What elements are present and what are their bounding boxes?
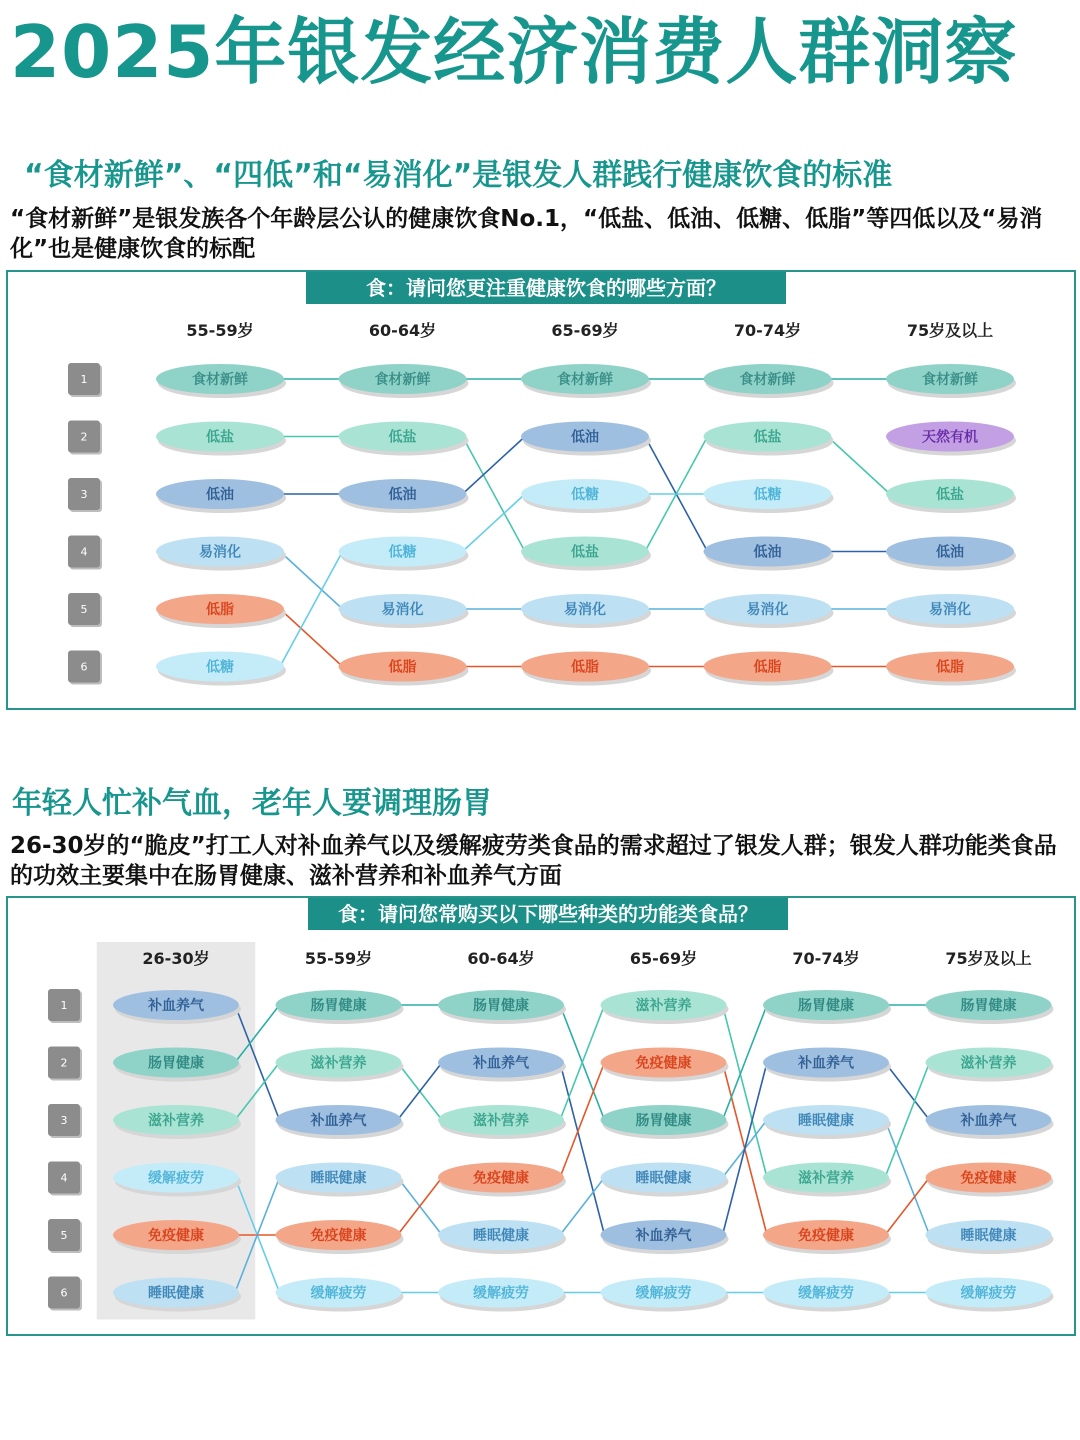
svg-text:低油: 低油 xyxy=(753,544,782,561)
rank-ellipse xyxy=(438,990,566,1024)
svg-text:缓解疲劳: 缓解疲劳 xyxy=(148,1170,204,1187)
chart2-panel xyxy=(6,896,1076,1336)
svg-text:低油: 低油 xyxy=(206,487,234,503)
svg-text:低脂: 低脂 xyxy=(571,659,599,676)
svg-text:免疫健康: 免疫健康 xyxy=(960,1170,1017,1187)
rank-ellipse xyxy=(704,594,834,628)
rank-ellipse xyxy=(763,1163,891,1197)
rank-ellipse xyxy=(926,990,1054,1024)
column-header: 60-64岁 xyxy=(368,321,437,340)
column-header: 75岁及以上 xyxy=(906,321,994,340)
svg-text:滋补营养: 滋补营养 xyxy=(798,1170,854,1187)
svg-text:低盐: 低盐 xyxy=(388,429,417,446)
rank-ellipse xyxy=(521,537,651,571)
svg-text:免疫健康: 免疫健康 xyxy=(473,1170,529,1187)
svg-text:易消化: 易消化 xyxy=(564,602,606,618)
rank-badge xyxy=(68,593,102,627)
svg-text:滋补营养: 滋补营养 xyxy=(148,1113,204,1129)
svg-text:食材新鲜: 食材新鲜 xyxy=(192,372,248,388)
rank-ellipse xyxy=(601,1220,729,1254)
svg-text:免疫健康: 免疫健康 xyxy=(635,1055,692,1072)
svg-text:缓解疲劳: 缓解疲劳 xyxy=(635,1285,692,1302)
svg-text:1: 1 xyxy=(80,373,88,386)
column-header: 55-59岁 xyxy=(186,321,254,340)
section1-heading: “食材新鲜”、“四低”和“易消化”是银发人群践行健康饮食的标准 xyxy=(24,158,893,193)
svg-text:补血养气: 补血养气 xyxy=(148,998,204,1014)
connector-line xyxy=(463,437,526,552)
rank-ellipse xyxy=(521,364,651,398)
svg-text:滋补营养: 滋补营养 xyxy=(635,998,692,1014)
rank-badge xyxy=(68,363,102,397)
section1-description: “食材新鲜”是银发族各个年龄层公认的健康饮食No.1，“低盐、低油、低糖、低脂”等四低以及“易消化”也是健康饮食的标配 xyxy=(10,206,1043,262)
rank-ellipse xyxy=(704,364,834,398)
rank-ellipse xyxy=(156,422,286,456)
rank-ellipse xyxy=(926,1048,1054,1082)
svg-text:食材新鲜: 食材新鲜 xyxy=(374,372,431,388)
rank-ellipse xyxy=(926,1163,1054,1197)
rank-ellipse xyxy=(113,1278,241,1312)
rank-badge xyxy=(48,1104,82,1138)
svg-text:低油: 低油 xyxy=(936,544,964,561)
rank-ellipse xyxy=(521,479,651,513)
svg-text:肠胃健康: 肠胃健康 xyxy=(473,998,529,1014)
svg-text:食材新鲜: 食材新鲜 xyxy=(739,372,796,388)
svg-text:肠胃健康: 肠胃健康 xyxy=(960,998,1017,1014)
svg-text:睡眠健康: 睡眠健康 xyxy=(635,1170,692,1187)
rank-ellipse xyxy=(704,422,834,456)
column-header: 70-74岁 xyxy=(792,949,860,968)
svg-text:补血养气: 补血养气 xyxy=(635,1228,692,1244)
rank-ellipse xyxy=(113,1048,241,1082)
svg-text:低脂: 低脂 xyxy=(388,659,417,676)
svg-text:低糖: 低糖 xyxy=(388,544,417,561)
svg-text:补血养气: 补血养气 xyxy=(960,1113,1017,1129)
rank-badge xyxy=(68,478,102,512)
rank-ellipse xyxy=(156,594,286,628)
rank-ellipse xyxy=(521,652,651,686)
rank-ellipse xyxy=(438,1105,566,1139)
rank-ellipse xyxy=(113,1163,241,1197)
svg-text:易消化: 易消化 xyxy=(381,602,424,618)
rank-ellipse xyxy=(601,1048,729,1082)
svg-text:肠胃健康: 肠胃健康 xyxy=(635,1113,692,1129)
svg-text:天然有机: 天然有机 xyxy=(922,429,978,446)
rank-ellipse xyxy=(276,1048,404,1082)
rank-ellipse xyxy=(438,1278,566,1312)
connector-line xyxy=(463,437,526,495)
svg-text:低脂: 低脂 xyxy=(753,659,782,676)
chart1-svg xyxy=(8,272,1074,708)
rank-ellipse xyxy=(339,652,469,686)
svg-text:肠胃健康: 肠胃健康 xyxy=(310,998,367,1014)
rank-ellipse xyxy=(276,990,404,1024)
svg-text:6: 6 xyxy=(80,660,88,674)
chart1-question-banner: 食：请问您更注重健康饮食的哪些方面？ xyxy=(306,272,786,304)
svg-text:2: 2 xyxy=(80,430,88,444)
rank-ellipse xyxy=(601,1278,729,1312)
connector-line xyxy=(885,1063,930,1121)
svg-text:补血养气: 补血养气 xyxy=(310,1113,367,1129)
rank-badge xyxy=(68,536,102,570)
section2-description: 26-30岁的“脆皮”打工人对补血养气以及缓解疲劳类食品的需求超过了银发人群；银发人群功能类食品的功效主要集中在肠胃健康、滋补营养和补血养气方面 xyxy=(10,833,1057,889)
rank-ellipse xyxy=(339,479,469,513)
rank-ellipse xyxy=(886,422,1016,456)
rank-ellipse xyxy=(339,422,469,456)
rank-ellipse xyxy=(704,537,834,571)
rank-badge xyxy=(68,421,102,455)
connector-line xyxy=(280,552,343,667)
rank-ellipse xyxy=(886,652,1016,686)
svg-text:3: 3 xyxy=(60,1114,68,1127)
connector-line xyxy=(280,552,343,610)
rank-ellipse xyxy=(156,652,286,686)
rank-badge xyxy=(48,1219,82,1253)
svg-text:睡眠健康: 睡眠健康 xyxy=(148,1285,204,1302)
rank-ellipse xyxy=(886,479,1016,513)
rank-ellipse xyxy=(521,594,651,628)
rank-badge xyxy=(48,1277,82,1311)
rank-ellipse xyxy=(276,1105,404,1139)
svg-text:低糖: 低糖 xyxy=(206,659,234,676)
rank-ellipse xyxy=(704,479,834,513)
svg-text:食材新鲜: 食材新鲜 xyxy=(557,372,613,388)
rank-ellipse xyxy=(926,1278,1054,1312)
chart2-svg xyxy=(8,898,1074,1334)
column-header: 75岁及以上 xyxy=(945,949,1032,968)
rank-ellipse xyxy=(886,537,1016,571)
rank-ellipse xyxy=(926,1105,1054,1139)
rank-ellipse xyxy=(276,1220,404,1254)
rank-ellipse xyxy=(926,1220,1054,1254)
rank-ellipse xyxy=(601,1105,729,1139)
rank-ellipse xyxy=(276,1278,404,1312)
svg-text:低油: 低油 xyxy=(388,487,417,503)
rank-ellipse xyxy=(113,1220,241,1254)
rank-ellipse xyxy=(156,479,286,513)
rank-ellipse xyxy=(113,1105,241,1139)
rank-badge xyxy=(68,651,102,685)
svg-text:3: 3 xyxy=(80,488,88,501)
svg-text:补血养气: 补血养气 xyxy=(798,1055,854,1072)
svg-text:睡眠健康: 睡眠健康 xyxy=(960,1228,1017,1244)
rank-ellipse xyxy=(763,1105,891,1139)
connector-line xyxy=(723,1005,768,1120)
svg-text:食材新鲜: 食材新鲜 xyxy=(922,372,978,388)
svg-text:滋补营养: 滋补营养 xyxy=(310,1055,367,1072)
connector-line xyxy=(560,1063,605,1236)
chart1-panel xyxy=(6,270,1076,710)
rank-ellipse xyxy=(339,594,469,628)
rank-ellipse xyxy=(704,652,834,686)
rank-ellipse xyxy=(156,537,286,571)
connector-line xyxy=(885,1120,930,1235)
rank-badge xyxy=(48,1162,82,1196)
svg-text:6: 6 xyxy=(60,1286,68,1300)
svg-text:4: 4 xyxy=(60,1171,68,1185)
svg-text:免疫健康: 免疫健康 xyxy=(798,1228,854,1244)
rank-badge xyxy=(48,1047,82,1081)
svg-text:低盐: 低盐 xyxy=(753,429,782,446)
section2-heading: 年轻人忙补气血，老年人要调理肠胃 xyxy=(12,786,492,821)
rank-ellipse xyxy=(438,1163,566,1197)
rank-ellipse xyxy=(339,364,469,398)
svg-text:易消化: 易消化 xyxy=(929,602,971,618)
column-header: 26-30岁 xyxy=(142,949,210,968)
column-header: 60-64岁 xyxy=(467,949,535,968)
rank-ellipse xyxy=(521,422,651,456)
rank-badge xyxy=(48,989,82,1023)
page-title: 2025年银发经济消费人群洞察 xyxy=(10,10,1018,94)
rank-ellipse xyxy=(156,364,286,398)
rank-ellipse xyxy=(886,594,1016,628)
svg-text:缓解疲劳: 缓解疲劳 xyxy=(310,1285,367,1302)
rank-ellipse xyxy=(339,537,469,571)
svg-text:低盐: 低盐 xyxy=(206,429,234,446)
connector-line xyxy=(560,1063,605,1178)
svg-text:易消化: 易消化 xyxy=(199,544,241,561)
column-header: 65-69岁 xyxy=(629,949,698,968)
svg-text:低糖: 低糖 xyxy=(571,487,599,503)
column-header: 55-59岁 xyxy=(304,949,373,968)
svg-text:低脂: 低脂 xyxy=(206,602,234,618)
rank-ellipse xyxy=(886,364,1016,398)
rank-ellipse xyxy=(601,1163,729,1197)
chart2-question-banner: 食：请问您常购买以下哪些种类的功能类食品？ xyxy=(308,898,788,930)
rank-ellipse xyxy=(763,1048,891,1082)
rank-ellipse xyxy=(763,990,891,1024)
svg-text:5: 5 xyxy=(60,1229,68,1242)
svg-text:睡眠健康: 睡眠健康 xyxy=(798,1113,854,1129)
svg-text:低糖: 低糖 xyxy=(753,487,782,503)
svg-text:免疫健康: 免疫健康 xyxy=(310,1228,367,1244)
svg-text:肠胃健康: 肠胃健康 xyxy=(148,1055,204,1072)
connector-line xyxy=(885,1178,930,1236)
svg-text:低盐: 低盐 xyxy=(936,487,964,503)
connector-line xyxy=(828,437,891,495)
svg-text:缓解疲劳: 缓解疲劳 xyxy=(473,1285,529,1302)
connector-line xyxy=(280,609,343,667)
svg-text:5: 5 xyxy=(80,603,88,616)
rank-ellipse xyxy=(438,1048,566,1082)
svg-text:肠胃健康: 肠胃健康 xyxy=(798,998,854,1014)
svg-text:缓解疲劳: 缓解疲劳 xyxy=(798,1285,854,1302)
svg-text:免疫健康: 免疫健康 xyxy=(148,1228,204,1244)
svg-text:低盐: 低盐 xyxy=(571,544,599,561)
connector-line xyxy=(463,494,526,552)
svg-text:4: 4 xyxy=(80,545,88,559)
svg-text:补血养气: 补血养气 xyxy=(473,1055,529,1072)
svg-text:易消化: 易消化 xyxy=(746,602,789,618)
column-header: 65-69岁 xyxy=(551,321,619,340)
rank-ellipse xyxy=(276,1163,404,1197)
column-header: 70-74岁 xyxy=(733,321,802,340)
svg-text:滋补营养: 滋补营养 xyxy=(473,1113,529,1129)
svg-text:缓解疲劳: 缓解疲劳 xyxy=(960,1285,1017,1302)
rank-ellipse xyxy=(763,1278,891,1312)
svg-text:1: 1 xyxy=(60,999,68,1012)
svg-text:低油: 低油 xyxy=(571,429,599,446)
rank-ellipse xyxy=(601,990,729,1024)
connector-line xyxy=(885,1063,930,1178)
rank-ellipse xyxy=(113,990,241,1024)
svg-text:2: 2 xyxy=(60,1056,68,1070)
rank-ellipse xyxy=(438,1220,566,1254)
svg-text:睡眠健康: 睡眠健康 xyxy=(473,1228,529,1244)
svg-text:滋补营养: 滋补营养 xyxy=(960,1055,1017,1072)
svg-text:低脂: 低脂 xyxy=(936,659,964,676)
rank-ellipse xyxy=(763,1220,891,1254)
svg-text:睡眠健康: 睡眠健康 xyxy=(310,1170,367,1187)
